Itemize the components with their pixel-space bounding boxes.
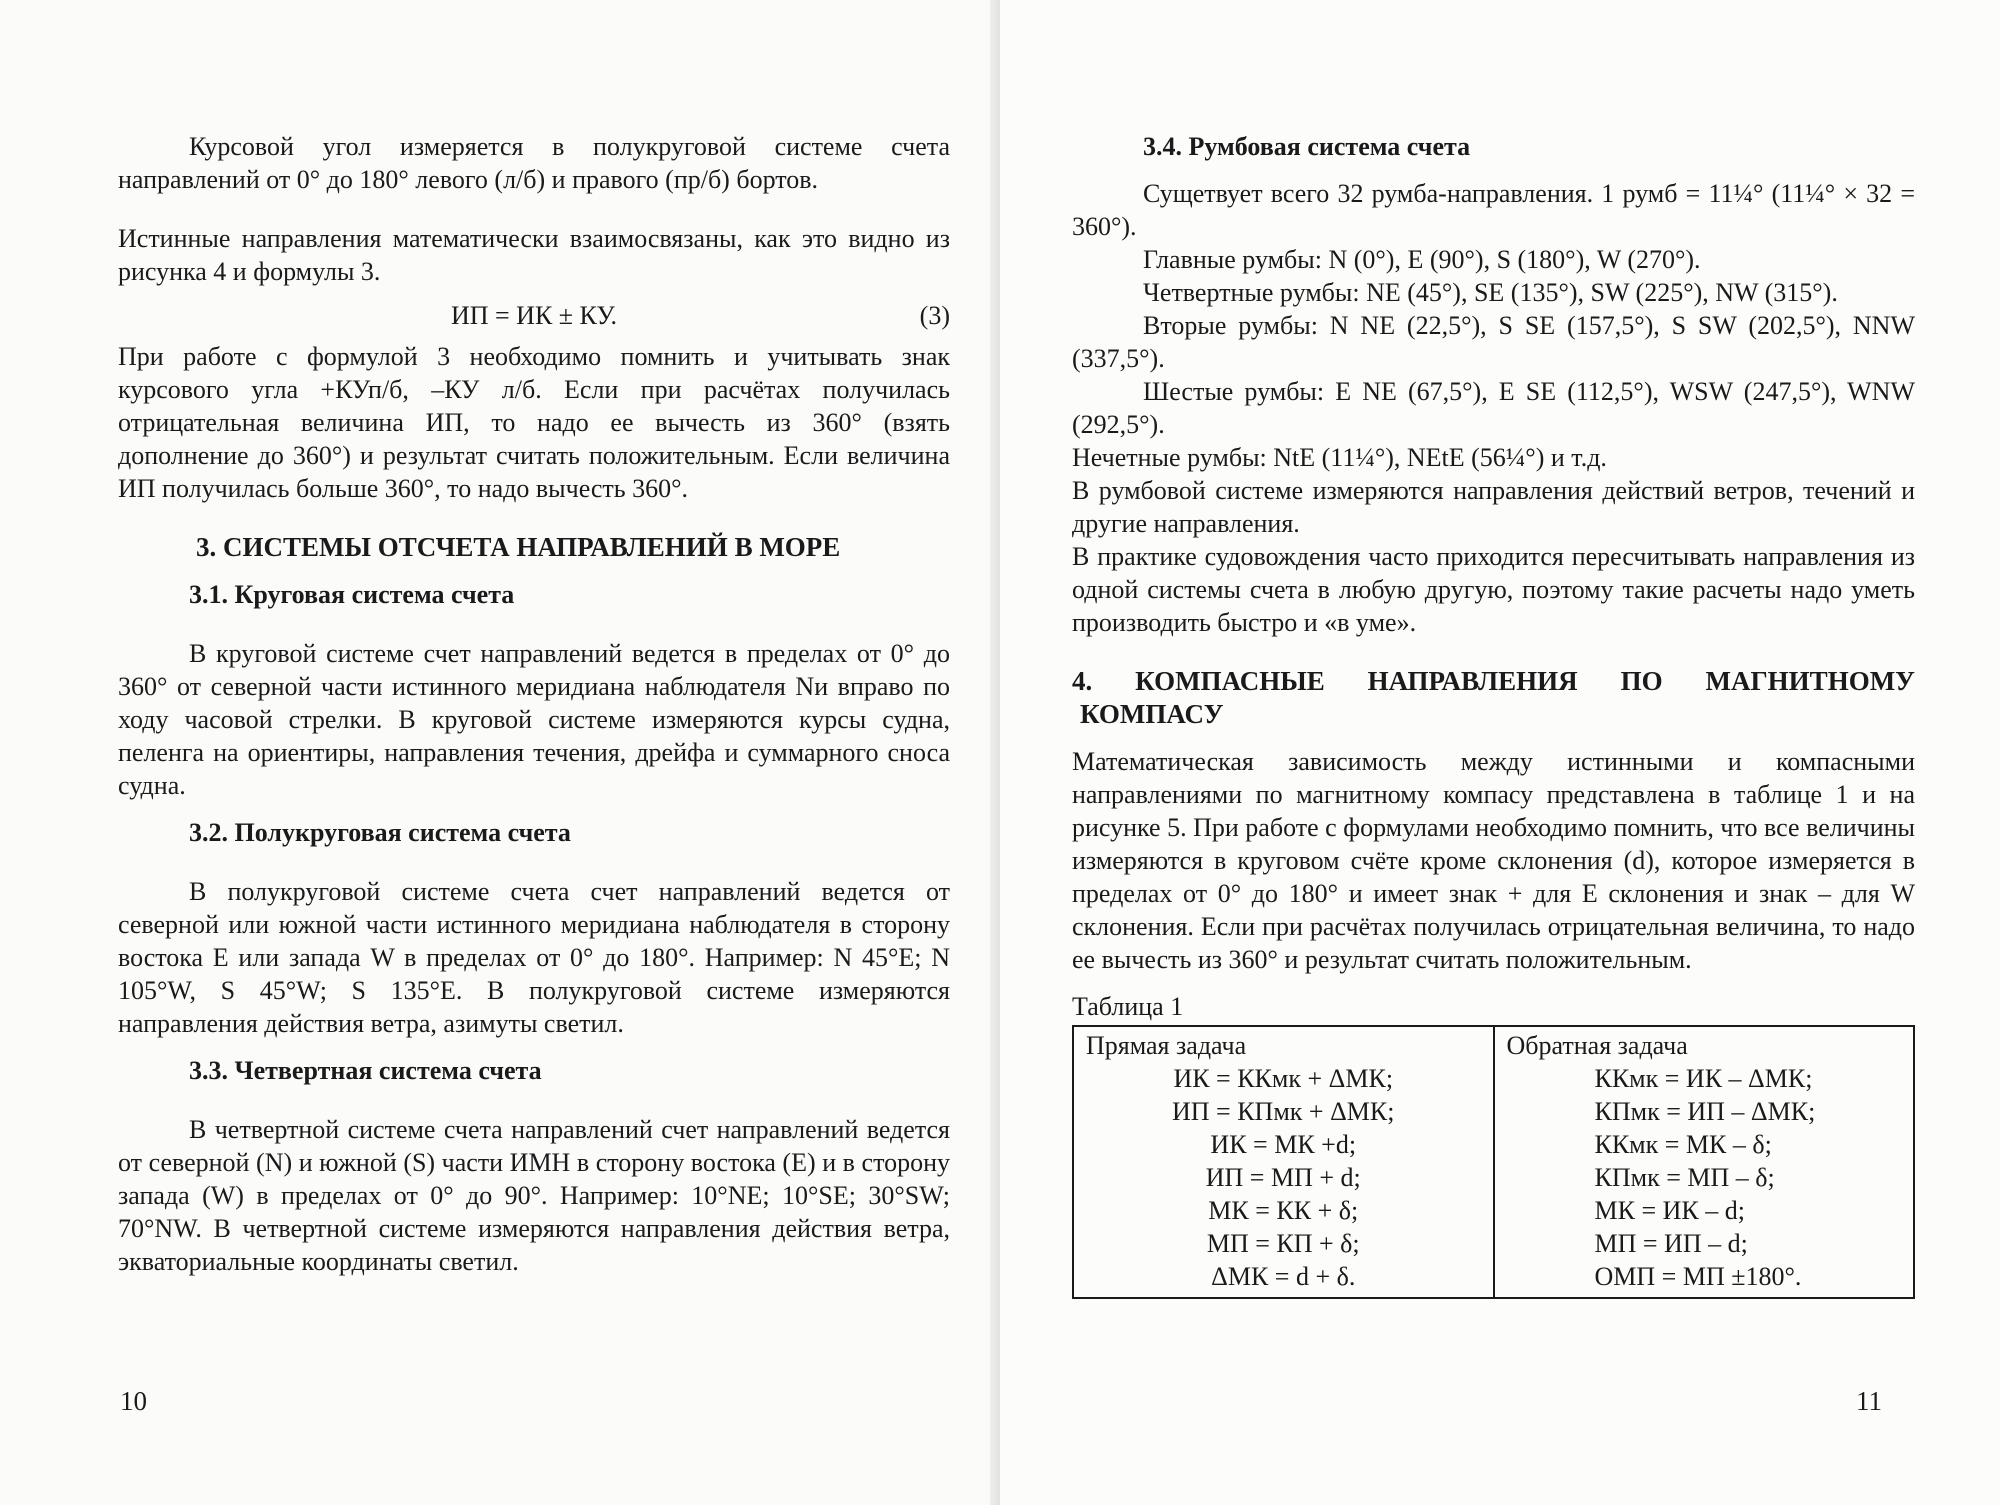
sixth-rhumbs: Шестые румбы: E NE (67,5°), E SE (112,5°), WSW (247,5°), WNW (292,5°). — [1072, 377, 1915, 439]
direct-formula: ИП = КПмк + ΔМК; — [1172, 1097, 1395, 1126]
inverse-formula: ОМП = МП ±180°. — [1594, 1262, 1802, 1291]
rhumb-count: Сущетвует всего 32 румба-направления. 1 румб = 11¼° (11¼° × 32 = 360°). — [1072, 179, 1915, 241]
section-4-title-line2: КОМПАСУ — [1080, 699, 1224, 729]
direct-formula: ИП = МП + d; — [1205, 1163, 1361, 1192]
page-number-left: 10 — [120, 1386, 147, 1416]
rhumb-conversion: В практике судовождения часто приходится пересчитывать направления из одной системы счета в любую другую, поэтому такие расчеты надо уметь производить быстро и «в уме». — [1072, 542, 1915, 637]
quarter-rhumbs: Четвертные румбы: NE (45°), SE (135°), SW (225°), NW (315°). — [1143, 278, 1838, 307]
inverse-formula: МП = ИП – d; — [1594, 1229, 1748, 1258]
inverse-formula: КПмк = ИП – ΔМК; — [1594, 1097, 1816, 1126]
right-page — [1000, 0, 2000, 1505]
direct-formula: МП = КП + δ; — [1206, 1229, 1360, 1258]
inverse-formula: МК = ИК – d; — [1594, 1196, 1745, 1225]
subsection-3-1-title: 3.1. Круговая система счета — [189, 580, 515, 609]
subsection-3-1-text: В круговой системе счет направлений ведется в пределах от 0° до 360° от северной части истинного меридиана наблюдателя Nи вправо по ходу часовой стрелки. В круговой системе измеряются курсы судна, пеленга на ориентиры, направления течения, дрейфа и суммарного сноса судна. — [118, 639, 950, 800]
s4-word: НАПРАВЛЕНИЯ — [1367, 666, 1578, 696]
second-rhumbs: Вторые румбы: N NE (22,5°), S SE (157,5°), S SW (202,5°), NNW (337,5°). — [1072, 311, 1915, 373]
s4-word: ПО — [1620, 666, 1663, 696]
odd-rhumbs: Нечетные румбы: NtE (11¼°), NEtE (56¼°) и т.д. — [1072, 443, 1607, 472]
formula-text: ИП = ИК ± КУ. — [450, 301, 618, 330]
section-3-title: 3. СИСТЕМЫ ОТСЧЕТА НАПРАВЛЕНИЙ В МОРЕ — [196, 532, 841, 562]
direct-task-header: Прямая задача — [1086, 1031, 1247, 1060]
formula-number: (3) — [919, 301, 950, 330]
page-number-right: 11 — [1856, 1386, 1882, 1416]
direct-formula: МК = КК + δ; — [1208, 1196, 1359, 1225]
section-4-text: Математическая зависимость между истинными и компасными направлениями по магнитному компасу представлена в таблице 1 и на рисунке 5. При работе с формулами необходимо помнить, что все величины измеряются в круговом счёте кроме склонения (d), которое измеряется в пределах от 0° до 180° и имеет знак + для E склонения и знак – для W склонения. Если при расчётах получилась отрицательная величина, то надо ее вычесть из 360° и результат считать положительным. — [1072, 747, 1915, 974]
formula-3 — [118, 296, 950, 336]
inverse-formula: ККмк = МК – δ; — [1594, 1130, 1772, 1159]
main-rhumbs: Главные румбы: N (0°), E (90°), S (180°), W (270°). — [1143, 245, 1701, 274]
paragraph-formula-rules: При работе с формулой 3 необходимо помнить и учитывать знак курсового угла +КУп/б, –КУ л/б. Если при расчётах получилась отрицательная величина ИП, то надо ее вычесть из 360° (взять дополнение до 360°) и результат считать положительным. Если величина ИП получилась больше 360°, то надо вычесть 360°. — [118, 342, 950, 503]
paragraph-course-angle: Курсовой угол измеряется в полукруговой системе счета направлений от 0° до 180° левого (л/б) и правого (пр/б) бортов. — [118, 132, 950, 194]
subsection-3-2-text: В полукруговой системе счета счет направлений ведется от северной или южной части истинного меридиана наблюдателя в сторону востока E или запада W в пределах от 0° до 180°. Например: N 45°E; N 105°W, S 45°W; S 135°E. В полукруговой системе измеряются направления действия ветра, азимуты светил. — [118, 877, 950, 1038]
direct-formula: ИК = МК +d; — [1210, 1130, 1357, 1159]
subsection-3-3-title: 3.3. Четвертная система счета — [189, 1056, 542, 1085]
inverse-formula: ККмк = ИК – ΔМК; — [1594, 1064, 1813, 1093]
paragraph-true-directions: Истинные направления математически взаимосвязаны, как это видно из рисунка 4 и формулы 3. — [118, 224, 950, 286]
right-page-column — [1072, 130, 1915, 1299]
s4-word: 4. — [1072, 666, 1093, 696]
direct-formula: ИК = ККмк + ΔМК; — [1173, 1064, 1394, 1093]
table-caption: Таблица 1 — [1072, 992, 1184, 1021]
formula-table — [1072, 1025, 1915, 1299]
s4-word: МАГНИТНОМУ — [1705, 666, 1915, 696]
inverse-task-header: Обратная задача — [1506, 1031, 1688, 1060]
direct-task-cell — [1073, 1026, 1494, 1298]
section-4-title-line1 — [1072, 665, 1915, 698]
inverse-task-cell — [1494, 1026, 1915, 1298]
subsection-3-3-text: В четвертной системе счета направлений счет направлений ведется от северной (N) и южной (S) части ИМН в сторону востока (E) и в сторону запада (W) в пределах от 0° до 90°. Например: 10°NE; 10°SE; 30°SW; 70°NW. В четвертной системе измеряются направления действия ветра, экваториальные координаты светил. — [118, 1115, 950, 1276]
subsection-3-2-title: 3.2. Полукруговая система счета — [189, 818, 571, 847]
rhumb-usage: В румбовой системе измеряются направления действий ветров, течений и другие направления. — [1072, 476, 1915, 538]
s4-word: КОМПАСНЫЕ — [1135, 666, 1325, 696]
left-page-column — [118, 130, 950, 1278]
direct-formula: ΔМК = d + δ. — [1211, 1262, 1356, 1291]
subsection-3-4-title: 3.4. Румбовая система счета — [1143, 132, 1471, 161]
inverse-formula: КПмк = МП – δ; — [1594, 1163, 1775, 1192]
